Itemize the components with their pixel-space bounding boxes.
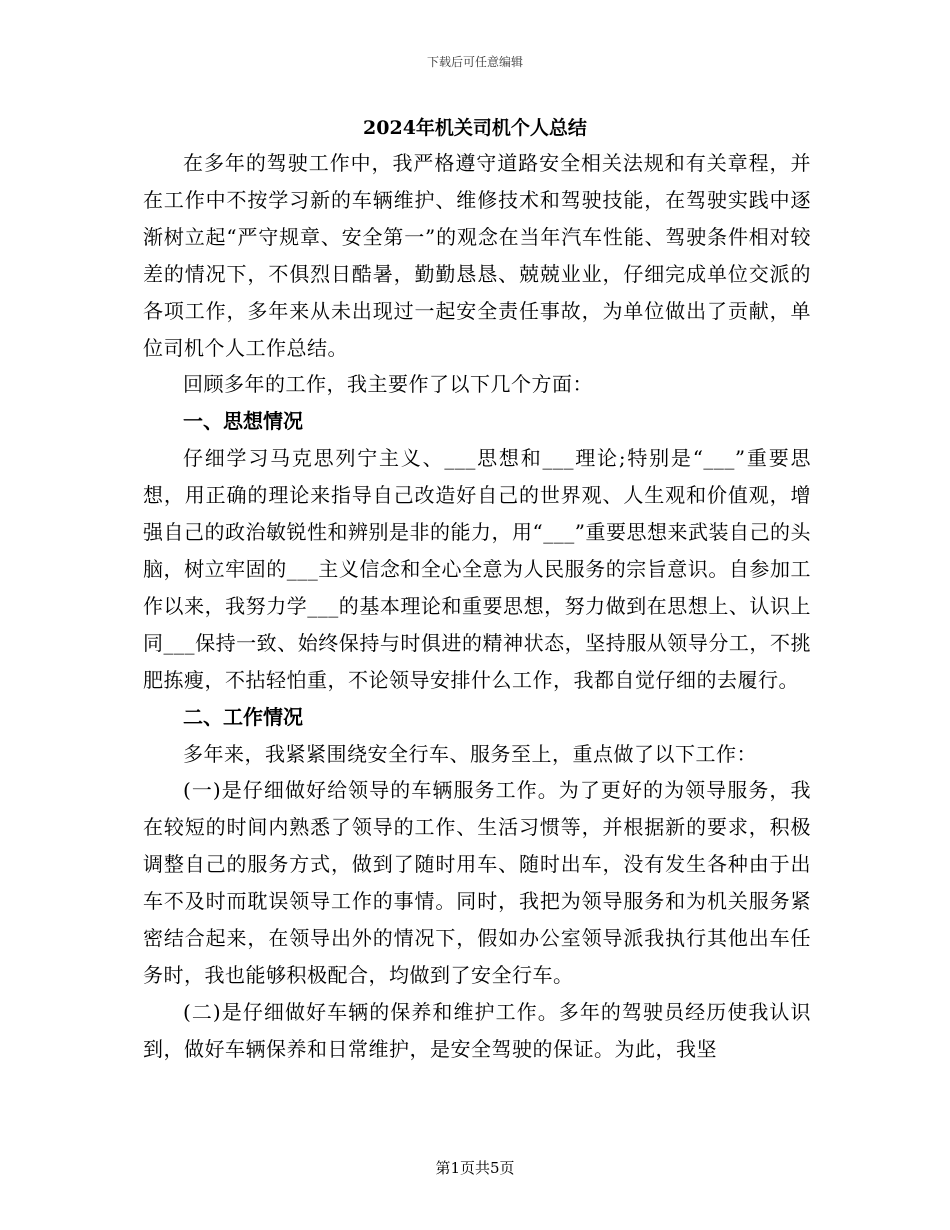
page-header-note: 下载后可任意编辑 (426, 55, 523, 69)
paragraph-work-item-2: (二)是仔细做好车辆的保养和维护工作。多年的驾驶员经历使我认识到，做好车辆保养和日常维护，是安全驾驶的保证。为此，我坚 (143, 999, 811, 1061)
paragraph-intro: 在多年的驾驶工作中，我严格遵守道路安全相关法规和有关章程，并在工作中不按学习新的车辆维护、维修技术和驾驶技能，在驾驶实践中逐渐树立起“严守规章、安全第一”的观念在当年汽车性能、驾驶条件相对较差的情况下，不俱烈日酷暑，勤勤恳恳、兢兢业业，仔细完成单位交派的各项工作，多年来从未出现过一起安全责任事故，为单位做出了贡献，单位司机个人工作总结。 (143, 151, 811, 360)
section-heading-thought: 一、思想情况 (183, 409, 303, 434)
paragraph-work-item-1: (一)是仔细做好给领导的车辆服务工作。为了更好的为领导服务，我在较短的时间内熟悉了领导的工作、生活习惯等，并根据新的要求，积极调整自己的服务方式，做到了随时用车、随时出车，没有发生各种由于出车不及时而耽误领导工作的事情。同时，我把为领导服务和为机关服务紧密结合起来，在领导出外的情况下，假如办公室领导派我执行其他出车任务时，我也能够积极配合，均做到了安全行车。 (143, 778, 811, 987)
paragraph-review: 回顾多年的工作，我主要作了以下几个方面： (183, 372, 593, 397)
paragraph-work-intro: 多年来，我紧紧围绕安全行车、服务至上，重点做了以下工作： (183, 741, 757, 766)
document-title: 2024年机关司机个人总结 (363, 117, 587, 139)
document-body (143, 145, 811, 1068)
paragraph-thought: 仔细学习马克思列宁主义、___思想和___理论;特别是“___”重要思想，用正确的理论来指导自己改造好自己的世界观、人生观和价值观，增强自己的政治敏锐性和辨别是非的能力，用“___”重要思想来武装自己的头脑，树立牢固的___主义信念和全心全意为人民服务的宗旨意识。自参加工作以来，我努力学___的基本理论和重要思想，努力做到在思想上、认识上同___保持一致、始终保持与时俱进的精神状态，坚持服从领导分工，不挑肥拣瘦，不拈轻怕重，不论领导安排什么工作，我都自觉仔细的去履行。 (143, 446, 811, 692)
section-heading-work: 二、工作情况 (183, 704, 303, 729)
page-number: 第1页共5页 (435, 1159, 515, 1177)
